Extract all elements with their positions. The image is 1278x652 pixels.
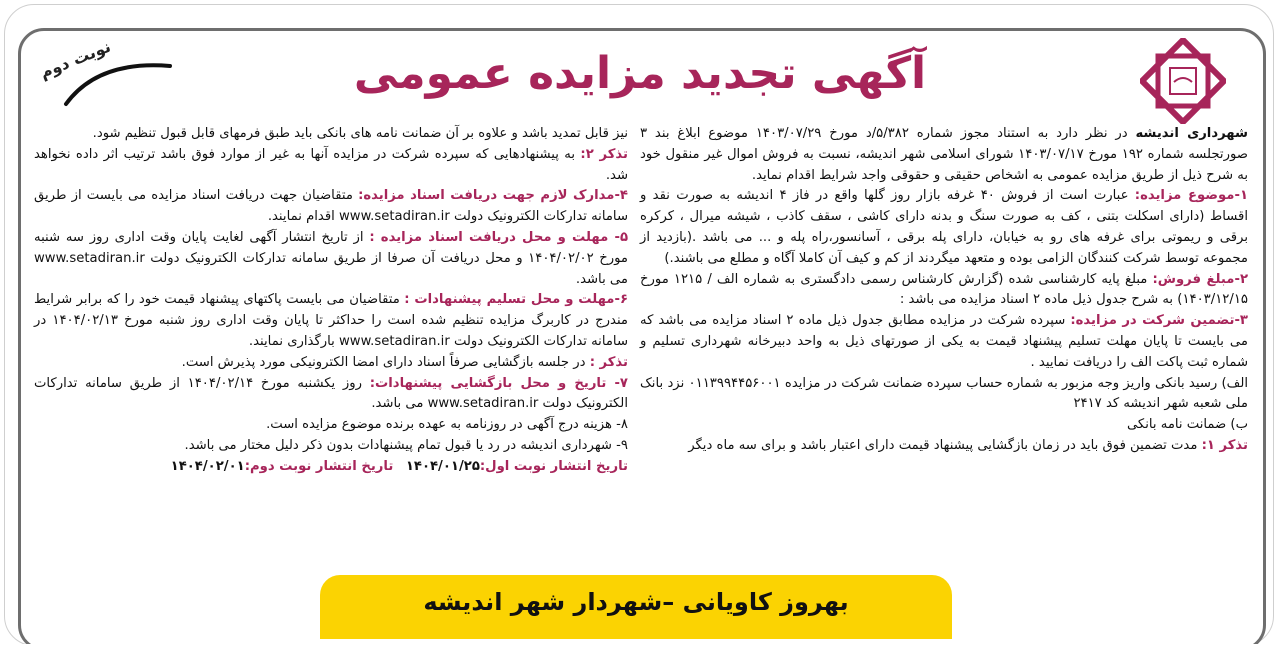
note-1 [640, 436, 1248, 457]
edition-stamp: نوبت دوم [37, 36, 114, 83]
note-1-continuation: نیز قابل تمدید باشد و علاوه بر آن ضمانت نامه های بانکی باید طبق فرمهای قابل قبول تنظیم شود. [92, 126, 628, 141]
publication-2-date: ۱۴۰۴/۰۲/۰۱ [170, 458, 245, 474]
section-6-text: متقاضیان می بایست پاکتهای پیشنهاد قیمت خود را که برابر شرایط مندرج در کاربرگ مزایده تنظیم شده است را حداکثر تا پایان وقت اداری روز شنبه مورخ ۱۴۰۴/۰۲/۱۳ در سامانه تدارکات الکترونیک دولت www.setadiran.ir بارگذاری نمایند. [34, 292, 628, 349]
section-8: ۸- هزینه درج آگهی در روزنامه به عهده برنده موضوع مزایده است. [266, 417, 628, 433]
section-1-text: عبارت است از فروش ۴۰ غرفه بازار روز گلها واقع در فاز ۴ اندیشه به صورت نقد و اقساط (دارای اسکلت بتنی ، کف به صورت سنگ و بدنه دارای کاشی ، سقف کاذب ، شیشه میرال ، کرکره برقی و ریموتی برای غرفه های رو به خیابان، دارای پله برقی ، آسانسور،راه پله و ... می باشد .(بازدید از مجموعه توسط شرکت کنندگان الزامی بوده و متعهد میگردند از کم و کیف آن کاملا آگاه و مطلع می باشند.) [640, 188, 1248, 266]
note-3-text: در جلسه بازگشایی صرفاً اسناد دارای امضا الکترونیکی مورد پذیرش است. [181, 354, 590, 370]
section-4-heading: ۴-مدارک لازم جهت دریافت اسناد مزایده: [358, 188, 628, 204]
note-2 [34, 145, 628, 187]
notice-title: آگهی تجدید مزایده عمومی [353, 48, 927, 99]
section-1-heading: ۱-موضوع مزایده: [1134, 188, 1249, 204]
note-3 [34, 353, 628, 374]
right-column [640, 124, 1248, 457]
section-7 [34, 374, 628, 416]
section-5-heading: ۵- مهلت و محل دریافت اسناد مزایده : [369, 229, 628, 245]
section-3-item-b: ب) ضمانت نامه بانکی [1126, 417, 1248, 433]
issuer-name: شهرداری اندیشه [1135, 126, 1248, 141]
section-1 [640, 186, 1248, 269]
section-7-text: روز یکشنبه مورخ ۱۴۰۴/۰۲/۱۴ از طریق سامانه تدارکات الکترونیک دولت www.setadiran.ir می باشد. [34, 375, 628, 412]
section-4-text: متقاضیان جهت دریافت اسناد مزایده می بایست از طریق سامانه تدارکات الکترونیک دولت www.setadiran.ir اقدام نمایند. [34, 188, 628, 225]
note-2-heading: تذکر ۲: [580, 146, 628, 162]
bottom-bar [0, 644, 1278, 652]
publication-dates [34, 457, 628, 478]
note-2-text: به پیشنهادهایی که سپرده شرکت در مزایده آنها به غیر از موارد فوق باشد ترتیب اثر داده نخواهد شد. [34, 146, 628, 183]
section-5-text: از تاریخ انتشار آگهی لغایت پایان وقت اداری روز سه شنبه مورخ ۱۴۰۴/۰۲/۰۲ و محل دریافت آن صرفا از طریق سامانه تدارکات الکترونیک دولت www.setadiran.ir می باشد. [34, 229, 628, 287]
publication-1-heading: تاریخ انتشار نوبت اول: [479, 458, 628, 474]
note-1-text: مدت تضمین فوق باید در زمان بازگشایی پیشنهاد قیمت دارای اعتبار باشد و برای سه ماه دیگر [688, 437, 1202, 453]
section-3-text: سپرده شرکت در مزایده مطابق جدول ذیل ماده ۲ اسناد مزایده می باشد که می بایست تا پایان مهلت تسلیم پیشنهاد قیمت به یکی از صورتهای ذیل به واحد دبیرخانه شهرداری تسلیم و شماره ثبت پاکت الف را دریافت نمایید . [640, 313, 1248, 370]
section-3-heading: ۳-تضمین شرکت در مزایده: [1070, 313, 1248, 329]
section-9: ۹- شهرداری اندیشه در رد یا قبول تمام پیشنهادات بدون ذکر دلیل مختار می باشد. [184, 437, 628, 453]
section-7-heading: ۷- تاریخ و محل بازگشایی پیشنهادات: [369, 375, 628, 391]
stamp-swoosh [58, 52, 178, 112]
intro-text: در نظر دارد به استناد مجوز شماره ۵/۳۸۲/د مورخ ۱۴۰۳/۰۷/۲۹ موضوع ابلاغ بند ۳ صورتجلسه شماره ۱۹۲ مورخ ۱۴۰۳/۰۷/۱۷ شورای اسلامی شهر اندیشه، نسبت به فروش اموال غیر منقول خود به شرح ذیل از طریق مزایده عمومی به اشخاص حقیقی و حقوقی واجد شرایط اقدام نماید. [640, 126, 1248, 183]
publication-2-heading: تاریخ انتشار نوبت دوم: [244, 458, 394, 474]
publication-1-date: ۱۴۰۴/۰۱/۲۵ [405, 458, 480, 474]
section-2 [640, 270, 1248, 312]
note-3-heading: تذکر : [589, 354, 628, 370]
municipality-logo [1140, 38, 1226, 124]
intro-paragraph [640, 124, 1248, 186]
section-6-heading: ۶-مهلت و محل تسلیم پیشنهادات : [404, 292, 628, 308]
section-3-item-a: الف) رسید بانکی واریز وجه مزبور به شماره حساب سپرده ضمانت شرکت در مزایده ۰۱۱۳۹۹۴۴۵۶۰۰۱ نزد بانک ملی شعبه شهر اندیشه کد ۲۴۱۷ [640, 375, 1248, 412]
section-3 [640, 311, 1248, 373]
section-2-text: مبلغ پایه کارشناسی شده (گزارش کارشناس رسمی دادگستری به شماره الف / ۱۲۱۵ مورخ ۱۴۰۳/۱۲/۱۵) به شرح جدول ذیل ماده ۲ اسناد مزایده می باشد : [640, 271, 1248, 308]
section-2-heading: ۲-مبلغ فروش: [1152, 271, 1249, 287]
section-4 [34, 186, 628, 228]
section-6 [34, 290, 628, 352]
left-column [34, 124, 628, 478]
note-1-heading: تذکر ۱: [1201, 437, 1248, 453]
section-5 [34, 228, 628, 290]
mayor-signature: بهروز کاویانی –شهردار شهر اندیشه [423, 588, 849, 616]
